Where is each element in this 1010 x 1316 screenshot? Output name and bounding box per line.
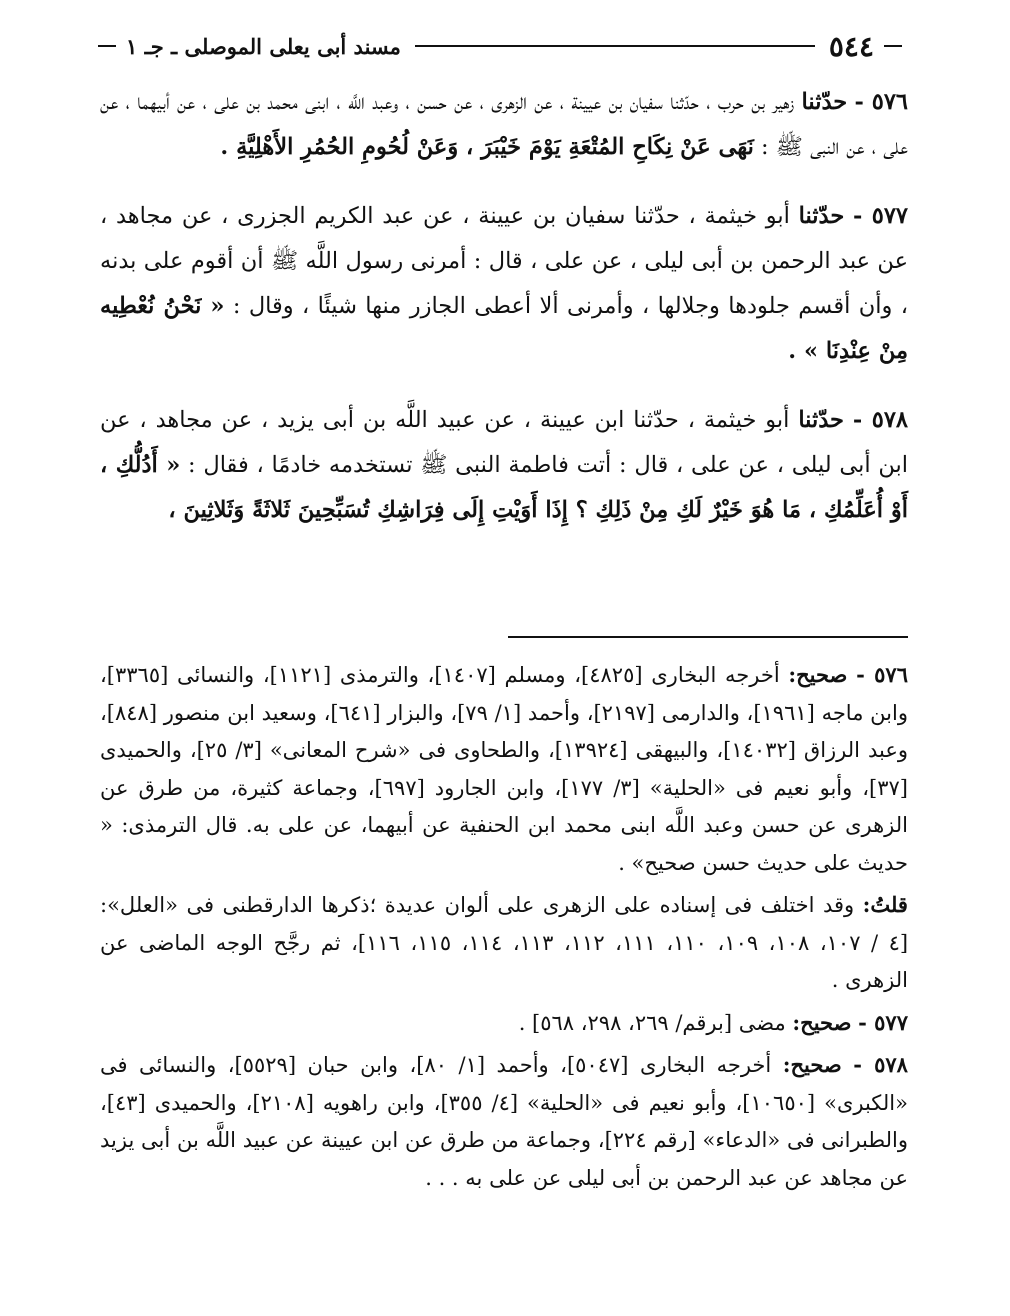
footnote-text: أخرجه البخارى [٤٨٢٥]، ومسلم [١٤٠٧]، والترمذى [١١٢١]، والنسائى [٣٣٦٥]، وابن ماجه [١٩٦١]، والدارمى [٢١٩٧]، وأحمد [١/ ٧٩]، والبزار [٦٤١]، وسعيد ابن منصور [٨٤٨]، وعبد الرزاق [١٤٠٣٢]، والبيهقى [١٣٩٢٤]، والطحاوى فى «شرح المعانى» [٣/ ٢٥]، والحميدى [٣٧]، وأبو نعيم فى «الحلية» [٣/ ١٧٧]، وابن الجارود [٦٩٧]، وجماعة كثيرة، من طرق عن الزهرى عن حسن وعبد اللَّه ابنى محمد ابن الحنفية عن أبيهما، عن على به. قال الترمذى: « حديث على حديث حسن صحيح» . — [100, 663, 908, 875]
footnote-comment — [100, 886, 908, 1000]
hadith-number: ٥٧٦ - — [854, 89, 909, 115]
footnote-text: وقد اختلف فى إسناده على الزهرى على ألوان عديدة ؛ذكرها الدارقطنى فى «العلل»: [٤ / ١٠٧، ١٠٨، ١٠٩، ١١٠، ١١١، ١١٢، ١١٣، ١١٤، ١١٥، ١١٦]، ثم رجَّح الوجه الماضى عن الزهرى . — [100, 893, 909, 992]
hadith-chain: أبو خيثمة ، حدّثنا سفيان بن عيينة ، عن عبد الكريم الجزرى ، عن مجاهد ، عن عبد الرحمن بن أبى ليلى ، عن على ، قال : أمرنى رسول اللَّه ﷺ أن أقوم على بدنه ، وأن أقسم جلودها وجلالها ، وأمرنى ألا أعطى الجازر منها شيئًا ، وقال : — [100, 203, 908, 319]
footnote-text: مضى [برقم/ ٢٦٩، ٢٩٨، ٥٦٨] . — [518, 1010, 786, 1035]
footnote-text: أخرجه البخارى [٥٠٤٧]، وأحمد [١/ ٨٠]، وابن حبان [٥٥٢٩]، والنسائى فى «الكبرى» [١٠٦٥٠]، وأبو نعيم فى «الحلية» [٤/ ٣٥٥]، وابن راهويه [٢١٠٨]، والحميدى [٤٣]، والطبرانى فى «الدعاء» [رقم ٢٢٤]، وجماعة من طرق عن ابن عيينة عن عبيد اللَّه بن أبى يزيد عن مجاهد عن عبد الرحمن بن أبى ليلى عن على به . . . — [100, 1053, 908, 1190]
hadith-578 — [100, 398, 908, 533]
footnote-578 — [100, 1046, 908, 1197]
page-header — [88, 22, 912, 70]
hadith-quote: نَهَى عَنْ نِكَاحِ المُتْعَةِ يَوْمَ خَيْبَرَ ، وَعَنْ لُحُومِ الحُمُرِ الأَهْلِيَّةِ . — [220, 134, 754, 160]
hadith-quote: « نَحْنُ نُعْطِيه مِنْ عِنْدِنَا » . — [100, 293, 908, 364]
footnote-grade: صحيح: — [782, 1052, 842, 1077]
footnote-576 — [100, 656, 908, 882]
footnote-separator — [508, 636, 908, 638]
main-text — [100, 80, 908, 557]
hadith-lead: حدّثنا — [798, 407, 844, 433]
running-title: مسند أبى يعلى الموصلى ـ جـ ١ — [126, 33, 401, 59]
header-dash — [98, 45, 116, 47]
hadith-577 — [100, 194, 908, 374]
hadith-chain: أبو خيثمة ، حدّثنا ابن عيينة ، عن عبيد اللَّه بن أبى يزيد ، عن مجاهد ، عن ابن أبى ليلى ، عن على ، قال : أتت فاطمة النبى ﷺ تستخدمه خادمًا ، فقال : — [100, 407, 908, 478]
footnote-577 — [100, 1004, 908, 1043]
footnote-grade: صحيح: — [788, 662, 848, 687]
hadith-number: ٥٧٨ - — [852, 407, 909, 433]
footnote-number: ٥٧٧ - — [858, 1009, 908, 1035]
page-number: ٥٤٤ — [828, 29, 874, 63]
hadith-576 — [100, 80, 908, 170]
footnote-number: ٥٧٨ - — [853, 1052, 908, 1077]
hadith-chain: زهير بن حرب ، حدّثنا سفيان بن عيينة ، عن الزهرى ، عن حسن ، وعبد اللَّه ، ابنى محمد بن على ، عن أبيهما ، عن على ، عن النبى ﷺ : — [100, 89, 908, 160]
footnote-grade: صحيح: — [792, 1009, 852, 1035]
footnotes — [100, 656, 908, 1201]
header-rule — [415, 45, 815, 47]
hadith-number: ٥٧٧ - — [853, 203, 909, 229]
hadith-lead: حدّثنا — [801, 89, 848, 115]
header-dash — [884, 45, 902, 47]
footnote-grade: قلتُ: — [862, 892, 908, 917]
hadith-lead: حدّثنا — [798, 203, 845, 229]
footnote-number: ٥٧٦ - — [856, 662, 908, 687]
hadith-quote: « أَدُلُّكِ ، أَوْ أُعَلِّمُكِ ، مَا هُوَ خَيْرٌ لَكِ مِنْ ذَلِكِ ؟ إِذَا أَوَيْتِ إِلَى فِرَاشِكِ تُسَبِّحِينَ ثَلاثَةً وَثَلاثِينَ ، — [100, 452, 908, 523]
